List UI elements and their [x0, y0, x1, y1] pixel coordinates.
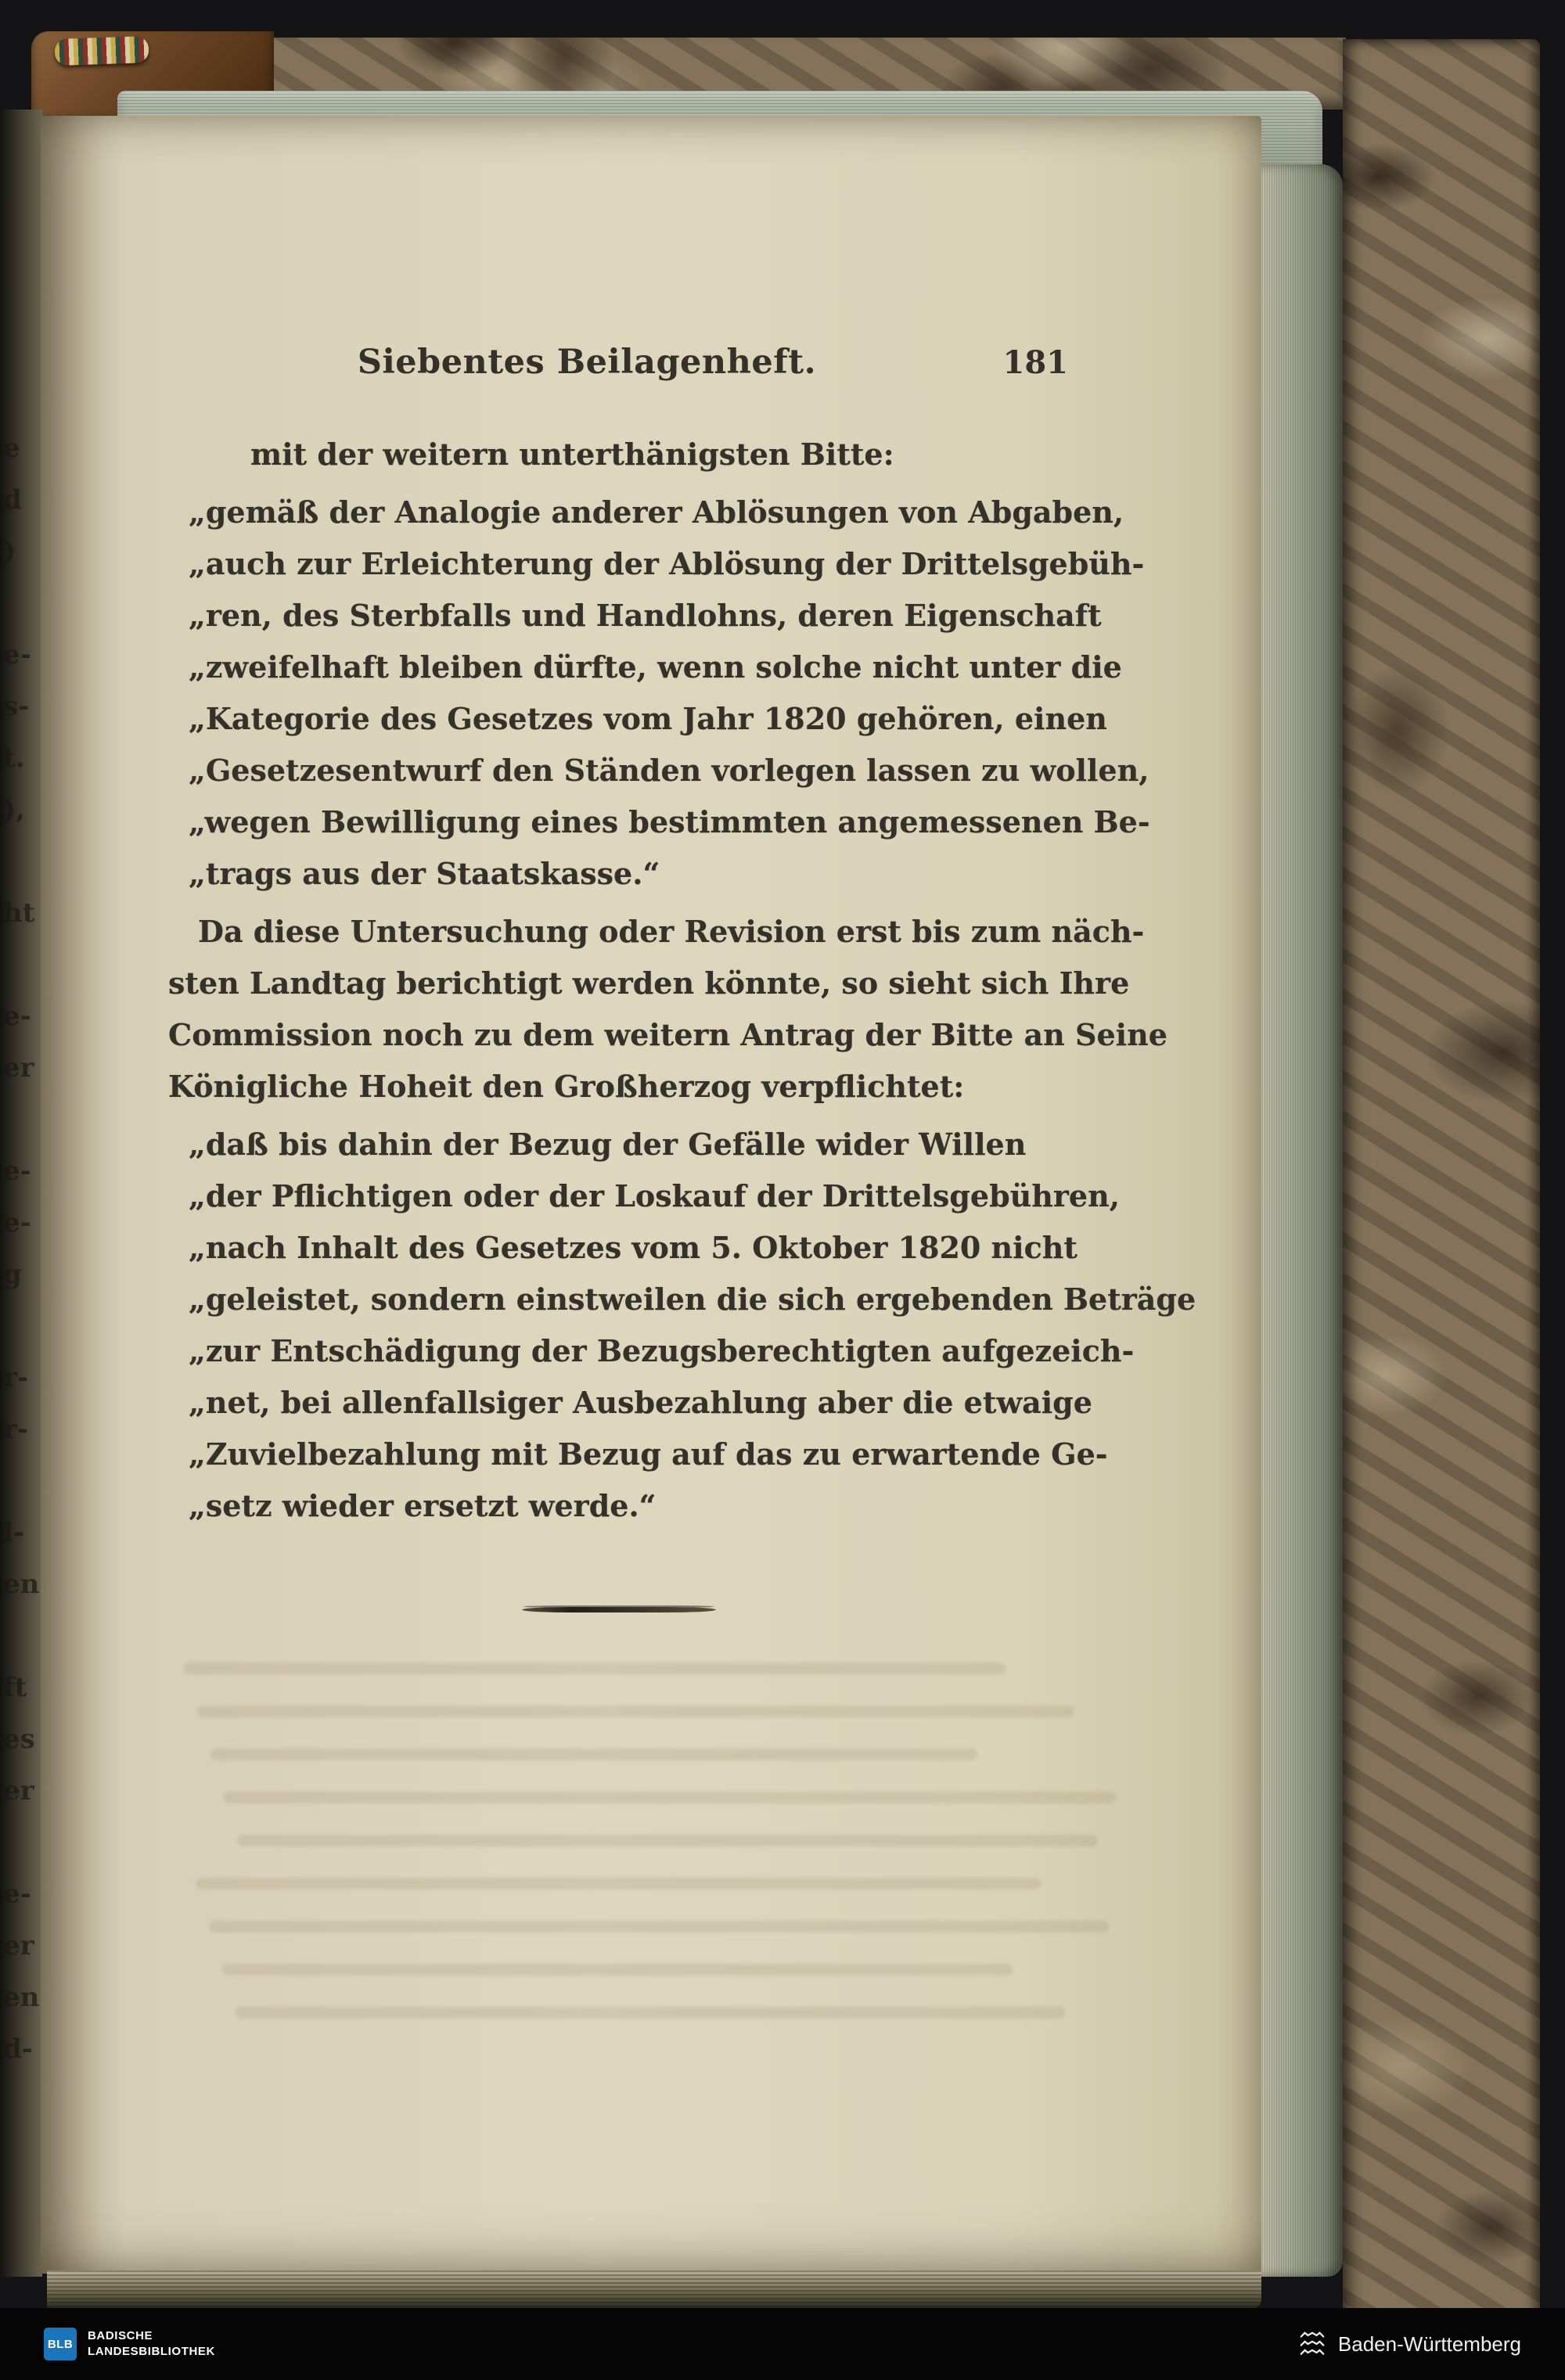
- bleedthrough-line: [237, 1835, 1098, 1846]
- page-block-fore-edge: [1250, 164, 1343, 2277]
- text-line: „setz wieder ersetzt werde.“: [189, 1488, 657, 1523]
- text-block-quote: [168, 1119, 1196, 1532]
- margin-fragment: e-: [3, 1207, 31, 1239]
- page-block-bottom-edge: [47, 2270, 1261, 2310]
- chapter-title: Siebentes Beilagenheft.: [357, 343, 817, 382]
- text-blocks: [168, 429, 1196, 1532]
- bleedthrough-line: [224, 1792, 1116, 1803]
- running-head: [168, 343, 1139, 390]
- text-line: „ren, des Sterbfalls und Handlohns, deren Eigenschaft: [189, 598, 1102, 633]
- margin-fragment: en: [3, 1982, 40, 2013]
- margin-fragment: en: [3, 1569, 40, 1600]
- text-line: Commission noch zu dem weitern Antrag der Bitte an Seine: [168, 1017, 1167, 1052]
- library-name-line1: BADISCHE: [88, 2329, 153, 2342]
- text-line: „gemäß der Analogie anderer Ablösungen von Abgaben,: [189, 494, 1124, 530]
- endband: [54, 36, 149, 66]
- text-line: „wegen Bewilligung eines bestimmten angemessenen Be-: [189, 804, 1150, 839]
- state-logo: [1297, 2329, 1521, 2359]
- section-divider-rule: [522, 1607, 716, 1612]
- margin-fragment: s-: [3, 691, 30, 722]
- text-line: Königliche Hoheit den Großherzog verpflichtet:: [168, 1069, 965, 1104]
- margin-fragment: er: [3, 1930, 34, 1961]
- margin-fragment: [3, 1300, 41, 1352]
- text-line: „geleistet, sondern einstweilen die sich ergebenden Beträge: [189, 1282, 1196, 1317]
- text-line: „trags aus der Staatskasse.“: [189, 856, 660, 891]
- text-line: „Zuvielbezahlung mit Bezug auf das zu erwartende Ge-: [189, 1436, 1108, 1472]
- bleedthrough-line: [236, 2007, 1065, 2019]
- text-line: „der Pflichtigen oder der Loskauf der Drittelsgebühren,: [189, 1178, 1120, 1213]
- library-name: [88, 2328, 215, 2360]
- margin-fragment: ): [3, 536, 16, 567]
- bleedthrough-line: [209, 1921, 1109, 1932]
- margin-fragment: es: [3, 1724, 35, 1755]
- margin-fragment: e-: [3, 1878, 31, 1910]
- margin-fragment: e-: [3, 1156, 31, 1187]
- text-line: „zur Entschädigung der Bezugsberechtigten aufgezeich-: [189, 1333, 1135, 1368]
- margin-fragment: e: [3, 433, 20, 464]
- text-line: „net, bei allenfallsiger Ausbezahlung aber die etwaige: [189, 1385, 1092, 1420]
- library-name-line2: LANDESBIBLIOTHEK: [88, 2345, 215, 2358]
- margin-fragment: [3, 939, 41, 990]
- margin-fragment: er: [3, 1775, 34, 1807]
- margin-fragment: d-: [3, 2033, 33, 2065]
- margin-fragment: [3, 836, 41, 887]
- baden-wuerttemberg-coat-of-arms-icon: [1297, 2329, 1327, 2359]
- text-block-intro: [168, 429, 1146, 480]
- bleedthrough-line: [222, 1964, 1013, 1976]
- margin-fragment: d: [3, 484, 22, 516]
- text-block-quote: [168, 487, 1150, 900]
- viewer-footer-bar: [0, 2308, 1565, 2380]
- text-line: sten Landtag berichtigt werden könnte, so sieht sich Ihre: [168, 965, 1130, 1001]
- text-line: „nach Inhalt des Gesetzes vom 5. Oktober 1820 nicht: [189, 1230, 1078, 1265]
- facing-page-sliver: [0, 110, 42, 2277]
- margin-fragment: e-: [3, 1001, 31, 1032]
- margin-fragment: [3, 1455, 41, 1507]
- bleedthrough: [168, 1663, 1146, 2019]
- text-line: „daß bis dahin der Bezug der Gefälle wider Willen: [189, 1127, 1027, 1162]
- state-name: Baden-Württemberg: [1337, 2331, 1521, 2356]
- blb-logo-icon: BLB: [44, 2328, 77, 2360]
- margin-fragment: r-: [3, 1362, 29, 1393]
- margin-fragment: [3, 1610, 41, 1662]
- marbled-cover-right: [1343, 39, 1540, 2342]
- margin-fragment: er: [3, 1052, 34, 1084]
- margin-fragment: r-: [3, 1414, 29, 1445]
- bleedthrough-line: [184, 1663, 1006, 1674]
- bleedthrough-line: [197, 1706, 1074, 1717]
- margin-fragment: g: [3, 1259, 22, 1290]
- margin-fragment: t.: [3, 742, 25, 774]
- bleedthrough-line: [210, 1749, 977, 1760]
- text-line: „Kategorie des Gesetzes vom Jahr 1820 gehören, einen: [189, 701, 1107, 736]
- margin-fragment: e-: [3, 639, 31, 670]
- margin-fragments: [3, 422, 41, 2075]
- page-number: 181: [1002, 344, 1068, 381]
- margin-fragment: ht: [3, 897, 35, 929]
- margin-fragment: [3, 1094, 41, 1145]
- text-line: mit der weitern unterthänigsten Bitte:: [250, 437, 894, 472]
- margin-fragment: ft: [3, 1672, 27, 1703]
- text-line: Da diese Untersuchung oder Revision erst bis zum näch-: [198, 914, 1145, 949]
- page-text: [168, 429, 1196, 2050]
- text-line: „Gesetzesentwurf den Ständen vorlegen lassen zu wollen,: [189, 753, 1149, 788]
- text-line: „zweifelhaft bleiben dürfte, wenn solche nicht unter die: [189, 649, 1122, 685]
- library-logo: [44, 2328, 215, 2360]
- margin-fragment: l-: [3, 1517, 25, 1548]
- text-block-para: [168, 906, 1167, 1113]
- margin-fragment: ),: [3, 794, 25, 825]
- bleedthrough-line: [196, 1878, 1041, 1889]
- margin-fragment: [3, 1817, 41, 1868]
- margin-fragment: [3, 577, 41, 629]
- text-line: „auch zur Erleichterung der Ablösung der Drittelsgebüh-: [189, 546, 1145, 581]
